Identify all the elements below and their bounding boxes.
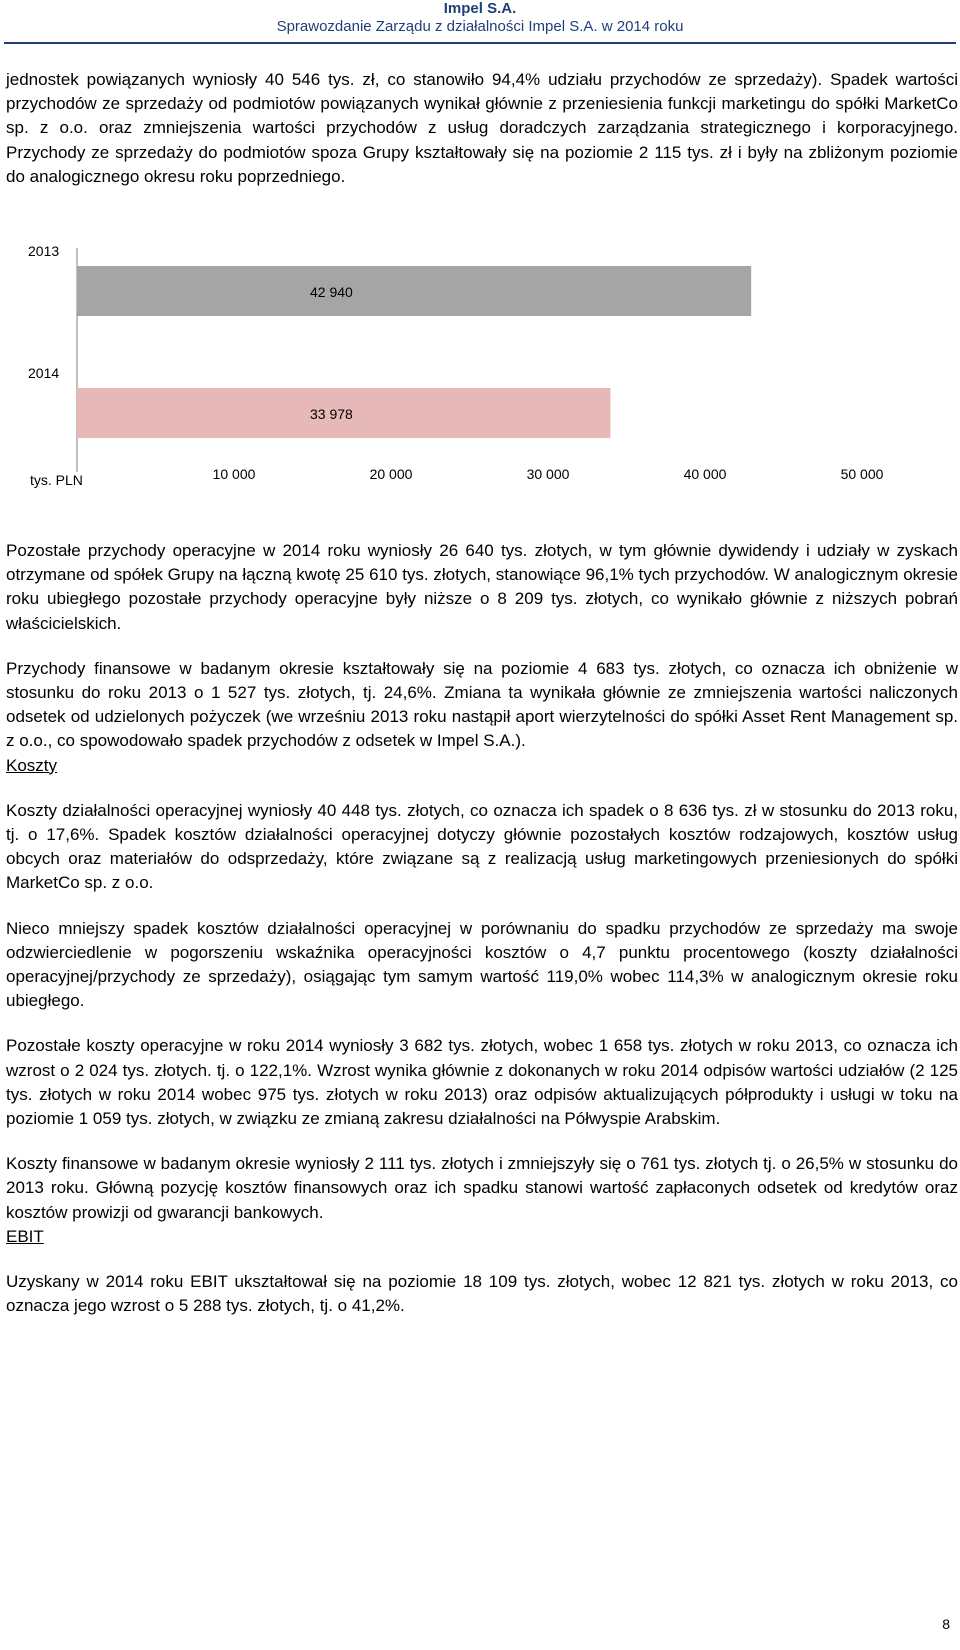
intro-paragraph: jednostek powiązanych wyniosły 40 546 tys. zł, co stanowiło 94,4% udziału przychodów ze sprzedaży). Spadek wartości przychodów ze sprzedaży od podmiotów powiązanych wynikał głównie z przeniesienia funkcji marketingu do spółki MarketCo sp. z o.o. oraz zmniejszenia wartości przychodów z usług doradczych zarządzania strategicznego i korporacyjnego. Przychody ze sprzedaży do podmiotów spoza Grupy kształtowały się na poziomie 2 115 tys. zł i były na zbliżonym poziomie do analogicznego okresu roku poprzedniego. bbox=[6, 70, 958, 186]
paragraph-koszty-2: Nieco mniejszy spadek kosztów działalności operacyjnej w porównaniu do spadku przychodów ze sprzedaży ma swoje odzwierciedlenie w pogorszeniu wskaźnika operacyjności kosztów o 4,7 punktu procentowego (koszty działalności operacyjnej/przychody ze sprzedaży), osiągając tym samym wartość 119,0% wobec 114,3% w analogicznym okresie roku ubiegłego. bbox=[6, 918, 958, 1011]
page-number: 8 bbox=[942, 1616, 950, 1632]
document-body-continued bbox=[6, 539, 958, 1318]
revenue-chart bbox=[0, 240, 960, 530]
company-name: Impel S.A. bbox=[443, 0, 517, 17]
x-tick-label-50000: 50 000 bbox=[840, 466, 884, 482]
category-label-2014: 2014 bbox=[28, 365, 60, 381]
heading-koszty: Koszty bbox=[6, 755, 58, 775]
x-tick-label-20000: 20 000 bbox=[369, 466, 413, 482]
x-tick-label-30000: 30 000 bbox=[526, 466, 570, 482]
document-body bbox=[6, 68, 958, 189]
page-header bbox=[0, 0, 960, 36]
chart-unit-label: tys. PLN bbox=[30, 472, 83, 488]
heading-ebit: EBIT bbox=[6, 1226, 44, 1246]
paragraph-koszty-1: Koszty działalności operacyjnej wyniosły 40 448 tys. złotych, co oznacza ich spadek o 8 636 tys. zł w stosunku do 2013 roku, tj. o 17,6%. Spadek kosztów działalności operacyjnej dotyczy głównie pozostałych kosztów rodzajowych, kosztów usług obcych oraz materiałów do odsprzedaży, które związane są z realizacją usług marketingowych przeniesionych do spółki MarketCo sp. z o.o. bbox=[6, 800, 958, 893]
bar-2013 bbox=[77, 266, 751, 316]
paragraph-koszty-4: Koszty finansowe w badanym okresie wyniosły 2 111 tys. złotych i zmniejszyły się o 761 tys. złotych tj. o 26,5% w stosunku do 2013 roku. Główną pozycję kosztów finansowych oraz ich spadku stanowi wartość zapłaconych odsetek od kredytów oraz kosztów prowizji od gwarancji bankowych. bbox=[6, 1154, 958, 1222]
paragraph-financial-income: Przychody finansowe w badanym okresie kształtowały się na poziomie 4 683 tys. złotych, co oznacza ich obniżenie w stosunku do roku 2013 o 1 527 tys. złotych, tj. 24,6%. Zmiana ta wynikała głównie ze zmniejszenia wartości naliczonych odsetek od udzielonych pożyczek (we wrześniu 2013 roku nastąpił aport wierzytelności do spółki Asset Rent Management sp. z o.o., co spowodowało spadek przychodów z odsetek w Impel S.A.). bbox=[6, 658, 958, 751]
x-tick-label-10000: 10 000 bbox=[212, 466, 256, 482]
value-label-2014: 33 978 bbox=[310, 406, 353, 422]
paragraph-koszty-3: Pozostałe koszty operacyjne w roku 2014 wyniosły 3 682 tys. złotych, wobec 1 658 tys. złotych w roku 2013, co oznacza ich wzrost o 2 024 tys. złotych. tj. o 122,1%. Wzrost wynika głównie z dokonanych w roku 2014 odpisów wartości udziałów (2 125 tys. złotych w roku 2014 wobec 975 tys. złotych w roku 2013) oraz odpisów aktualizujących półprodukty i usługi w toku na poziomie 1 059 tys. złotych, w związku ze zmianą zakresu działalności na Półwyspie Arabskim. bbox=[6, 1036, 958, 1129]
x-tick-label-40000: 40 000 bbox=[683, 466, 727, 482]
header-rule bbox=[4, 42, 956, 44]
revenue-bar-chart bbox=[0, 240, 960, 530]
report-subtitle: Sprawozdanie Zarządu z działalności Impel S.A. w 2014 roku bbox=[276, 18, 684, 35]
category-label-2013: 2013 bbox=[28, 243, 60, 259]
paragraph-ebit: Uzyskany w 2014 roku EBIT ukształtował się na poziomie 18 109 tys. złotych, wobec 12 821 tys. złotych w roku 2013, co oznacza jego wzrost o 5 288 tys. złotych, tj. o 41,2%. bbox=[6, 1272, 958, 1316]
paragraph-other-income: Pozostałe przychody operacyjne w 2014 roku wyniosły 26 640 tys. złotych, w tym głównie dywidendy i udziały w zyskach otrzymane od spółek Grupy na łączną kwotę 25 610 tys. złotych, stanowiące 96,1% tych przychodów. W analogicznym okresie roku ubiegłego pozostałe przychody operacyjne były niższe o 8 209 tys. złotych, co wynikało głównie z niższych pobrań właścicielskich. bbox=[6, 541, 958, 633]
value-label-2013: 42 940 bbox=[310, 284, 353, 300]
